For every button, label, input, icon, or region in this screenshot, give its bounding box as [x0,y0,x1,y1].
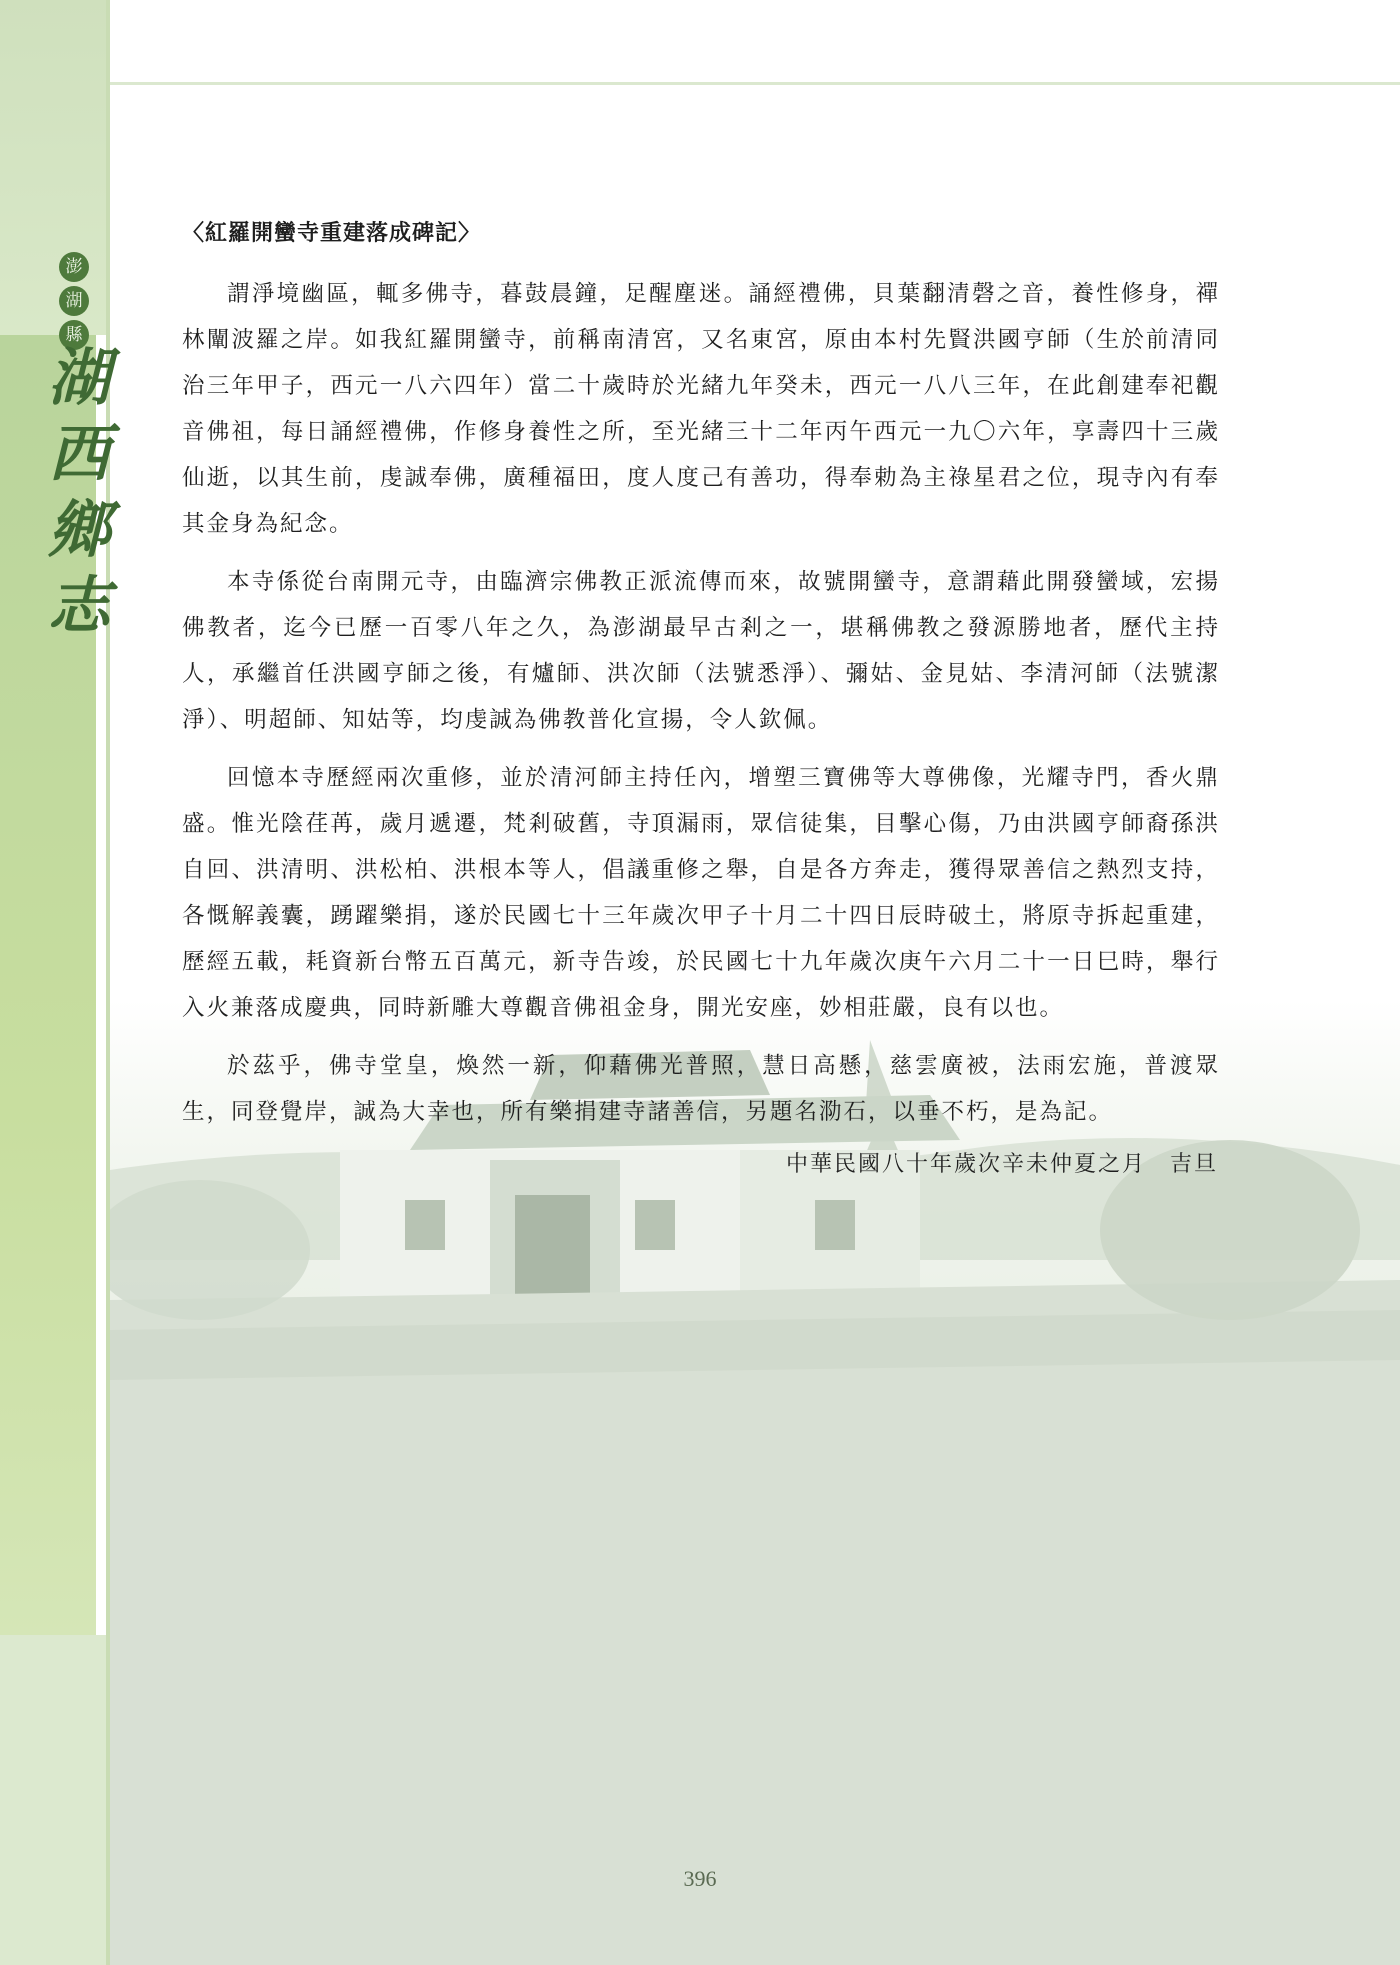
article-paragraph: 謂淨境幽區，輒多佛寺，暮鼓晨鐘，足醒塵迷。誦經禮佛，貝葉翻清磬之音，養性修身，禪林闡波羅之岸。如我紅羅開蠻寺，前稱南清宮，又名東宮，原由本村先賢洪國亨師（生於前清同治三年甲子，西元一八六四年）當二十歲時於光緒九年癸未，西元一八八三年，在此創建奉祀觀音佛祖，每日誦經禮佛，作修身養性之所，至光緒三十二年丙午西元一九〇六年，享壽四十三歲仙逝，以其生前，虔誠奉佛，廣種福田，度人度己有善功，得奉勅為主祿星君之位，現寺內有奉其金身為紀念。 [182,281,1220,537]
side-band-top [0,0,110,335]
article-title: 〈紅羅開蠻寺重建落成碑記〉 [182,220,482,246]
township-char: 鄉 [47,493,110,566]
article-paragraph: 本寺係從台南開元寺，由臨濟宗佛教正派流傳而來，故號開蠻寺，意謂藉此開發蠻域，宏揚佛教者，迄今已歷一百零八年之久，為澎湖最早古剎之一，堪稱佛教之發源勝地者，歷代主持人，承繼首任洪國亨師之後，有爐師、洪次師（法號悉淨）、彌姑、金見姑、李清河師（法號潔淨）、明超師、知姑等，均虔誠為佛教普化宣揚，令人欽佩。 [182,569,1220,733]
county-char: 湖 [59,286,89,316]
township-char: 西 [47,417,110,490]
top-rule [110,82,1400,85]
county-name [56,252,92,350]
county-char: 澎 [59,252,89,282]
county-char: 縣 [59,320,89,350]
article [182,216,1220,1178]
article-paragraph: 回憶本寺歷經兩次重修，並於清河師主持任內，增塑三寶佛等大尊佛像，光耀寺門，香火鼎盛。惟光陰荏苒，歲月遞遷，梵剎破舊，寺頂漏雨，眾信徒集，目擊心傷，乃由洪國亨師裔孫洪自回、洪清明、洪松柏、洪根本等人，倡議重修之舉，自是各方奔走，獲得眾善信之熱烈支持，各慨解義囊，踴躍樂捐，遂於民國七十三年歲次甲子十月二十四日辰時破土，將原寺拆起重建，歷經五載，耗資新台幣五百萬元，新寺告竣，於民國七十九年歲次庚午六月二十一日巳時，舉行入火兼落成慶典，同時新雕大尊觀音佛祖金身，開光安座，妙相莊嚴，良有以也。 [182,765,1220,1021]
township-char: 湖 [47,341,110,414]
township-title [44,340,114,644]
article-paragraph: 於茲乎，佛寺堂皇，煥然一新，仰藉佛光普照，慧日高懸，慈雲廣被，法雨宏施，普渡眾生，同登覺岸，誠為大幸也，所有樂捐建寺諸善信，另題名泐石，以垂不朽，是為記。 [182,1053,1220,1125]
page-number: 396 [683,1866,717,1891]
article-date-line: 中華民國八十年歲次辛未仲夏之月 吉旦 [785,1152,1218,1177]
side-band-bottom [0,1635,110,1965]
township-char: 志 [47,569,110,642]
